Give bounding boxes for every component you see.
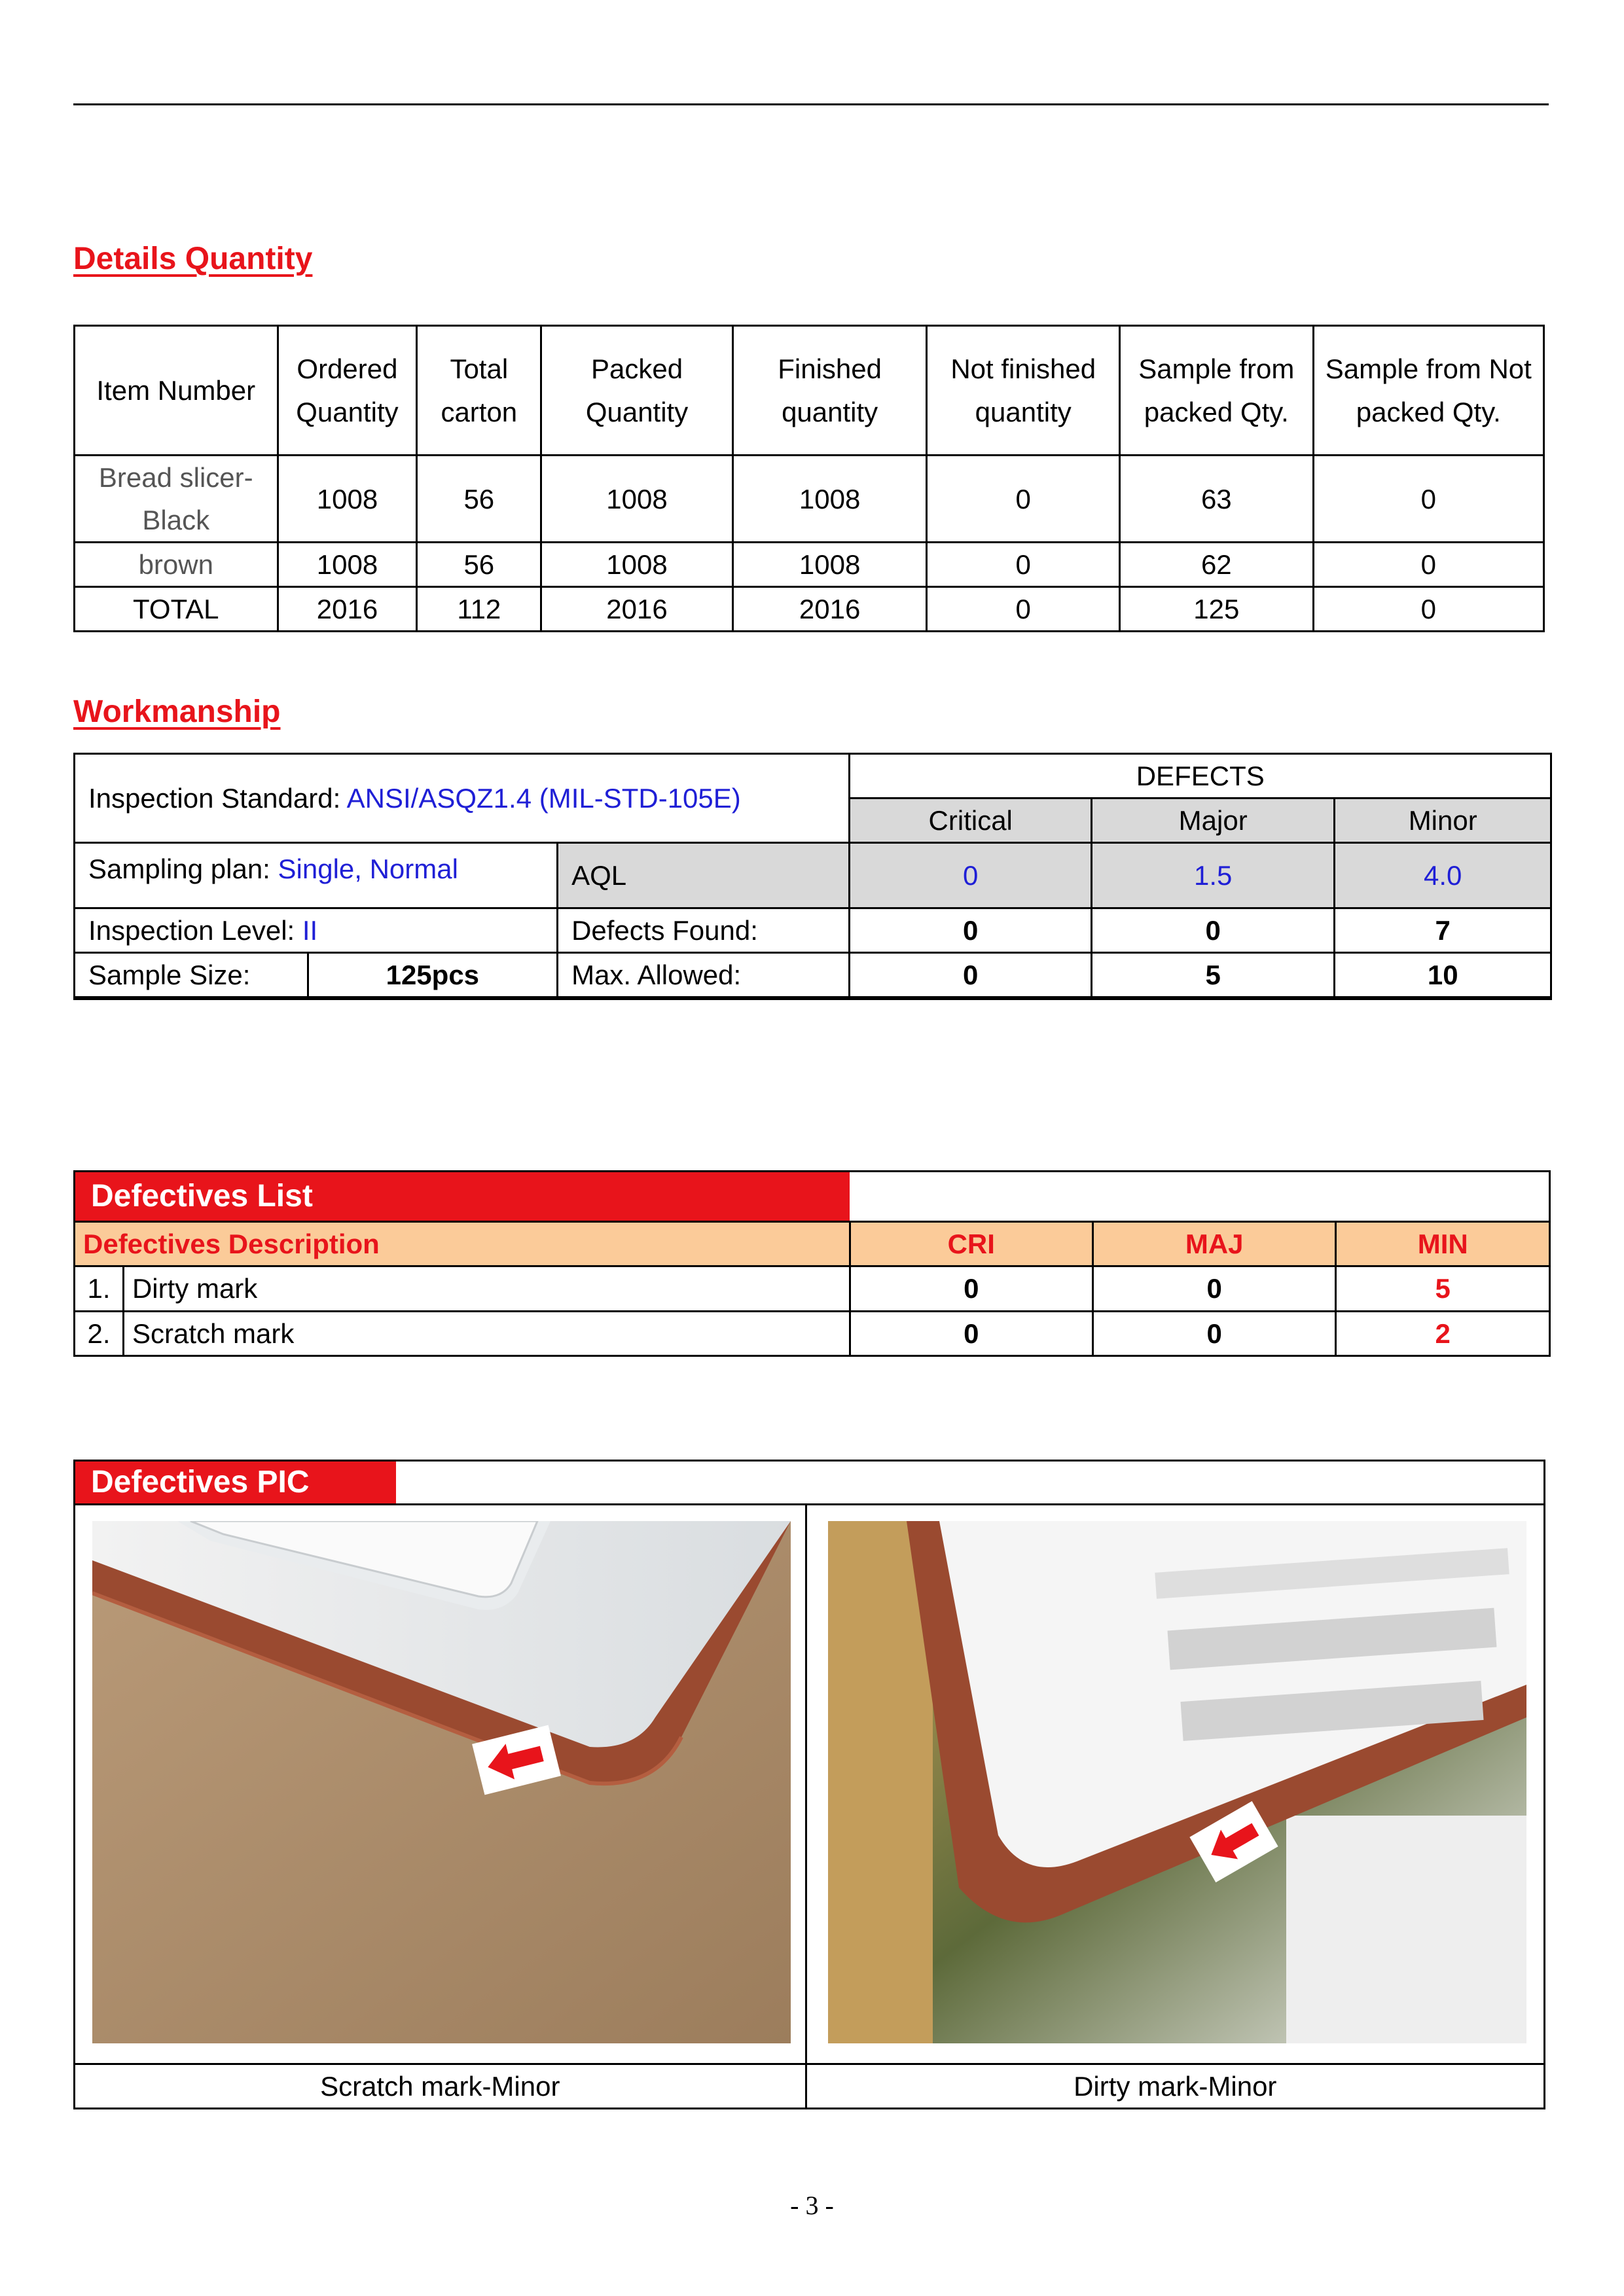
item-number: 1. [75,1266,124,1311]
sampling-label: Sampling plan: [88,853,278,885]
item-name: brown [75,543,278,587]
item-cri: 0 [850,1311,1092,1355]
aql-critical: 0 [850,843,1092,908]
allowed-row [75,953,1551,999]
scratch-photo-svg [92,1521,791,2043]
photo-cell-dirty [806,1505,1544,2064]
header-not-finished-quantity: Not finished quantity [927,326,1120,456]
defectives-pic-title-label: Defectives PIC [75,1462,396,1503]
defects-header: DEFECTS [850,754,1551,798]
header-sample-not-packed: Sample from Not packed Qty. [1313,326,1543,456]
sample-size-value: 125pcs [308,953,558,999]
details-quantity-table [73,325,1545,632]
cell: 1008 [278,456,417,543]
photo-row [75,1505,1545,2064]
total-label: TOTAL [75,587,278,632]
cell: 56 [417,543,541,587]
page-number: - 3 - [790,2191,834,2220]
defectives-pic-title-row [75,1461,1545,1505]
cell: 2016 [732,587,927,632]
header-ordered-quantity: Ordered Quantity [278,326,417,456]
standard-label: Inspection Standard: [88,783,347,814]
cell: 1008 [732,543,927,587]
allowed-major: 5 [1091,953,1334,999]
header-total-carton: Total carton [417,326,541,456]
defectives-list-title-row [75,1172,1550,1222]
defectives-list-title-label: Defectives List [75,1172,403,1221]
inspection-level [75,908,558,953]
found-row [75,908,1551,953]
found-major: 0 [1091,908,1334,953]
defectives-pic-title [75,1461,1545,1505]
level-label: Inspection Level: [88,915,302,946]
cell: 0 [927,587,1120,632]
cell: 0 [927,456,1120,543]
cell: 62 [1120,543,1314,587]
title-spacer [850,1172,1549,1222]
cell: 2016 [278,587,417,632]
details-header-row [75,326,1544,456]
sample-size-label: Sample Size: [75,953,308,999]
cell: 1008 [541,543,733,587]
cell: 0 [1313,543,1543,587]
total-row [75,587,1544,632]
cell: 0 [1313,587,1543,632]
critical-header: Critical [850,798,1092,843]
standard-row [75,754,1551,798]
item-min: 2 [1336,1311,1550,1355]
defectives-list-table [73,1170,1551,1357]
item-name: Bread slicer-Black [75,456,278,543]
caption-dirty: Dirty mark-Minor [806,2064,1544,2109]
major-header: Major [1091,798,1334,843]
maj-header: MAJ [1092,1222,1335,1266]
cell: 2016 [541,587,733,632]
cell: 1008 [541,456,733,543]
list-item [75,1311,1550,1355]
allowed-minor: 10 [1335,953,1551,999]
found-minor: 7 [1335,908,1551,953]
aql-label: AQL [558,843,850,908]
cri-header: CRI [850,1222,1092,1266]
found-critical: 0 [850,908,1092,953]
header-sample-packed: Sample from packed Qty. [1120,326,1314,456]
caption-row [75,2064,1545,2109]
header-packed-quantity: Packed Quantity [541,326,733,456]
found-label: Defects Found: [558,908,850,953]
item-maj: 0 [1092,1266,1335,1311]
photo-cell-scratch [75,1505,806,2064]
workmanship-table [73,753,1552,1000]
defectives-header-row [75,1222,1550,1266]
standard-value: ANSI/ASQZ1.4 (MIL-STD-105E) [346,783,741,814]
sampling-plan [75,843,558,908]
table-row [75,456,1544,543]
cell: 125 [1120,587,1314,632]
workmanship-title: Workmanship [73,694,281,729]
level-value: II [302,915,318,946]
caption-scratch: Scratch mark-Minor [75,2064,806,2109]
top-rule [73,103,1549,105]
dirty-photo-svg [828,1521,1526,2043]
description-header: Defectives Description [75,1222,850,1266]
item-description: Scratch mark [123,1311,850,1355]
allowed-label: Max. Allowed: [558,953,850,999]
scratch-mark-photo [92,1521,791,2043]
item-min: 5 [1336,1266,1550,1311]
aql-row [75,843,1551,908]
cell: 1008 [278,543,417,587]
cell: 0 [927,543,1120,587]
header-finished-quantity: Finished quantity [732,326,927,456]
allowed-critical: 0 [850,953,1092,999]
defectives-list-title [75,1172,850,1222]
aql-minor: 4.0 [1335,843,1551,908]
defectives-pic-table [73,1460,1545,2109]
sampling-value: Single, Normal [278,853,458,885]
cell: 63 [1120,456,1314,543]
cell: 112 [417,587,541,632]
header-item-number: Item Number [75,326,278,456]
item-cri: 0 [850,1266,1092,1311]
details-quantity-title: Details Quantity [73,242,313,276]
cell: 56 [417,456,541,543]
list-item [75,1266,1550,1311]
inspection-standard [75,754,850,843]
cell: 0 [1313,456,1543,543]
table-row [75,543,1544,587]
item-description: Dirty mark [123,1266,850,1311]
item-number: 2. [75,1311,124,1355]
cell: 1008 [732,456,927,543]
aql-major: 1.5 [1091,843,1334,908]
minor-header: Minor [1335,798,1551,843]
dirty-mark-photo [828,1521,1526,2043]
min-header: MIN [1336,1222,1550,1266]
item-maj: 0 [1092,1311,1335,1355]
